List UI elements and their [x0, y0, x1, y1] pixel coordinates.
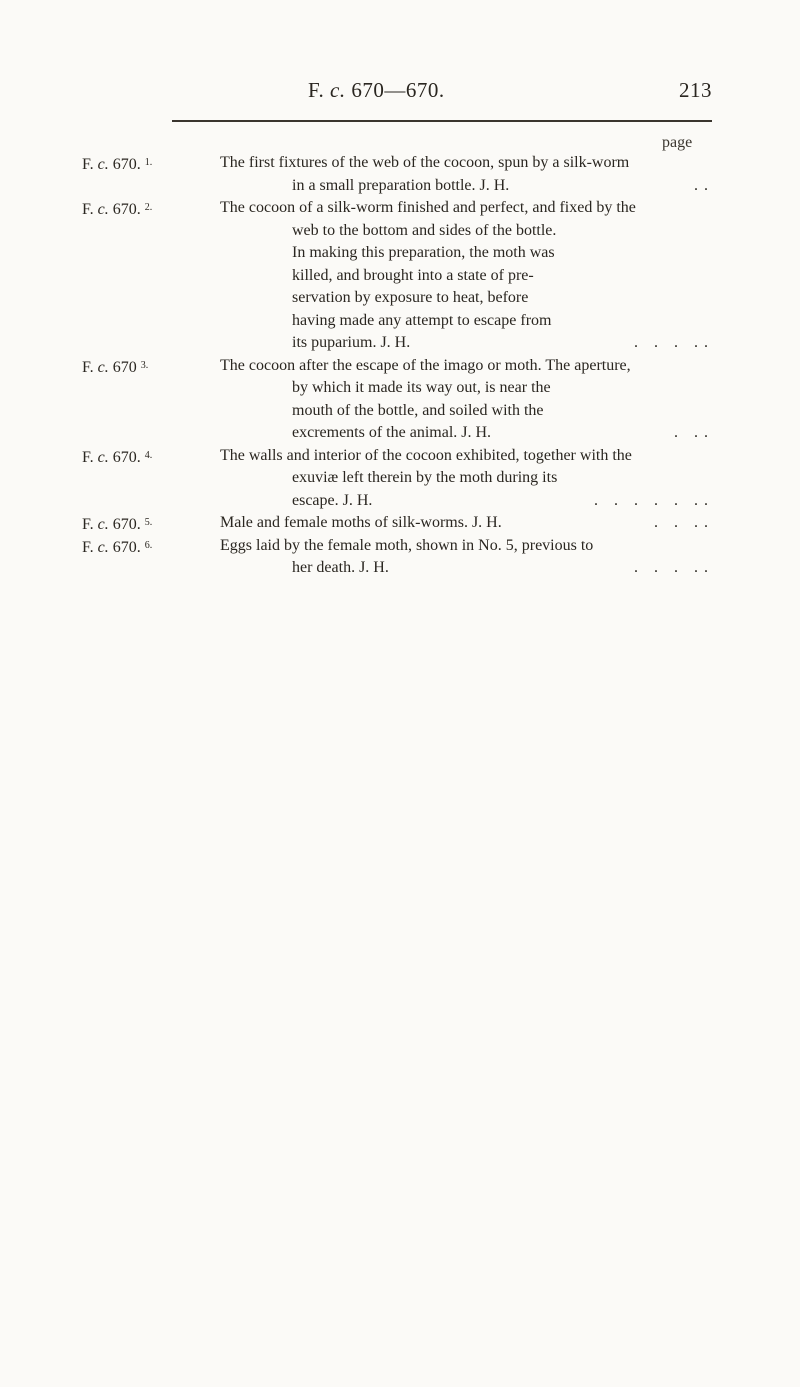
entry-reference-prefix: F. [82, 156, 98, 173]
entry-item-number: 2. [144, 202, 153, 213]
entry-reference-prefix: F. [82, 516, 98, 533]
catalogue-entry [0, 197, 800, 355]
running-head [0, 78, 712, 108]
entry-description-line: her death. J. H. [292, 559, 389, 576]
page-column-label: page [662, 134, 693, 151]
entry-description-line: exuviæ left therein by the moth during its [292, 469, 558, 486]
entry-reference-number: 670. [108, 448, 141, 466]
entry-item-number: 1. [144, 157, 153, 168]
entry-description-line: The cocoon of a silk-worm finished and perfect, and fixed by the [220, 199, 636, 216]
entry-reference-number: 670 [108, 358, 137, 376]
entry-reference-prefix: F. [82, 448, 98, 466]
catalogue-entry [0, 512, 800, 535]
entry-leader-dots: . . . .. [634, 559, 714, 576]
entry-reference [82, 152, 152, 177]
entry-reference-number: 670. [108, 516, 141, 533]
entry-description-line: The cocoon after the escape of the imago or moth. The aperture, [220, 356, 631, 374]
catalogue-entry [0, 152, 800, 197]
entry-reference [82, 355, 148, 380]
entry-leader-dots: . . . .. [634, 334, 714, 351]
entry-reference-number: 670. [108, 156, 141, 173]
entry-description [220, 535, 690, 580]
entry-description [220, 197, 690, 355]
entry-description-line: in a small preparation bottle. J. H. [292, 176, 510, 194]
entry-description [220, 512, 690, 535]
entry-item-number: 4. [144, 449, 153, 461]
entry-reference-prefix: F. [82, 538, 98, 556]
entry-description-line: The first fixtures of the web of the cocoon, spun by a silk-worm [220, 154, 630, 171]
entry-description-line: The walls and interior of the cocoon exhibited, together with the [220, 446, 632, 464]
entry-reference-italic: c. [97, 538, 109, 556]
entry-description-line: Eggs laid by the female moth, shown in No. 5, previous to [220, 536, 594, 554]
entry-reference [82, 535, 152, 560]
entry-leader-dots: . .. [674, 424, 714, 441]
entry-reference-prefix: F. [82, 201, 98, 218]
entry-description-line: by which it made its way out, is near the [292, 379, 551, 396]
entry-reference-italic: c. [97, 201, 109, 218]
entry-item-number: 6. [144, 539, 153, 551]
entry-description-line: mouth of the bottle, and soiled with the [292, 401, 544, 419]
entry-leader-dots: . . . . . .. [594, 491, 714, 509]
entry-description [220, 355, 690, 445]
entry-reference-italic: c. [97, 156, 109, 173]
entry-description-line: web to the bottom and sides of the bottle. [292, 221, 557, 239]
entry-item-number: 3. [140, 359, 149, 371]
page-number: 213 [679, 78, 712, 102]
entry-reference [82, 512, 152, 537]
catalogue-entry [0, 355, 800, 445]
entry-description-line: having made any attempt to escape from [292, 311, 552, 329]
entry-description [220, 152, 690, 197]
entry-reference [82, 197, 152, 222]
entry-description-line: excrements of the animal. J. H. [292, 424, 492, 441]
entry-description-line: killed, and brought into a state of pre- [292, 266, 534, 284]
header-rule [172, 120, 712, 122]
entry-leader-dots: .. [694, 176, 714, 194]
catalogue-entries [0, 152, 800, 580]
entry-reference-number: 670. [108, 538, 141, 556]
entry-description-line: Male and female moths of silk-worms. J. H. [220, 514, 502, 531]
catalogue-entry [0, 445, 800, 513]
entry-description-line: escape. J. H. [292, 491, 373, 509]
entry-description-line: servation by exposure to heat, before [292, 289, 529, 306]
entry-reference-italic: c. [97, 448, 109, 466]
entry-leader-dots: . . .. [654, 514, 714, 531]
entry-description-line: its puparium. J. H. [292, 334, 411, 351]
entry-reference-number: 670. [108, 201, 141, 218]
entry-reference-italic: c. [97, 358, 109, 376]
entry-reference [82, 445, 152, 470]
page-title: F. c. 670—670. [308, 78, 445, 102]
entry-reference-italic: c. [97, 516, 109, 533]
entry-item-number: 5. [144, 517, 153, 528]
catalogue-entry [0, 535, 800, 580]
entry-description-line: In making this preparation, the moth was [292, 244, 555, 261]
entry-reference-prefix: F. [82, 358, 98, 376]
